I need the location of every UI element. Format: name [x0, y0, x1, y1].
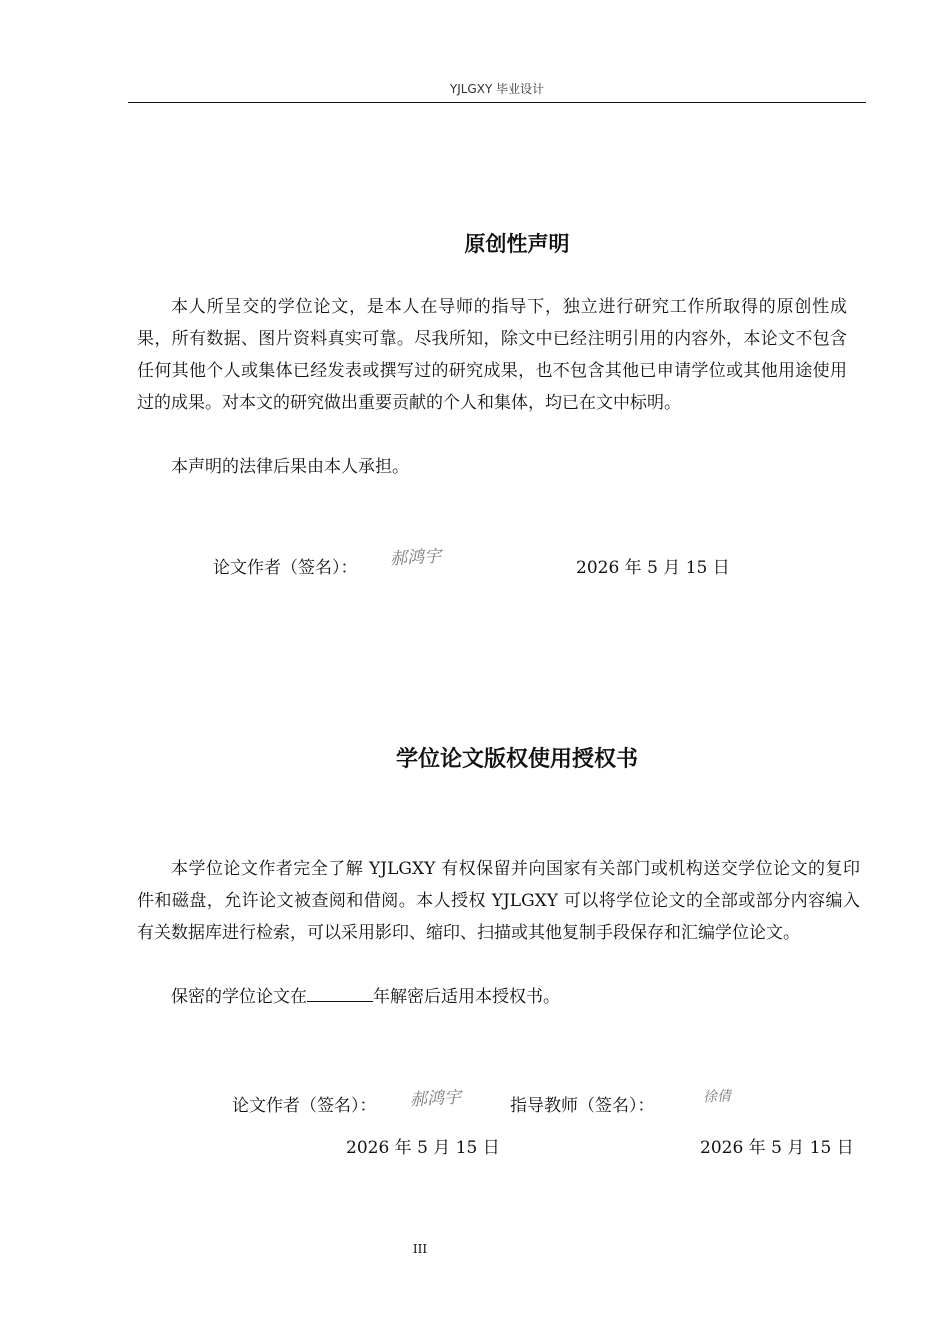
originality-author-label: 论文作者（签名）：: [213, 558, 358, 578]
copyright-title: 学位论文版权使用授权书: [395, 747, 638, 772]
originality-paragraph-1: 本人所呈交的学位论文，是本人在导师的指导下，独立进行研究工作所取得的原创性成果，所有数据、图片资料真实可靠。尽我所知，除文中已经注明引用的内容外，本论文不包含任何其他个人或集体已经发表或撰写过的研究成果，也不包含其他已申请学位或其他用途使用过的成果。对本文的研究做出重要贡献的个人和集体，均已在文中标明。: [137, 297, 847, 413]
copyright-author-label: 论文作者（签名）：: [232, 1096, 377, 1116]
originality-date: 2026 年 5 月 15 日: [576, 558, 730, 578]
confidential-year-blank: [307, 983, 373, 1002]
copyright-advisor-date: 2026 年 5 月 15 日: [700, 1138, 854, 1158]
confidential-text-after: 年解密后适用本授权书。: [373, 987, 560, 1007]
originality-paragraph-2: 本声明的法律后果由本人承担。: [171, 457, 409, 477]
page-number: III: [412, 1242, 428, 1256]
copyright-paragraph-2: [137, 981, 860, 1013]
copyright-paragraph-1: 本学位论文作者完全了解 YJLGXY 有权保留并向国家有关部门或机构送交学位论文的复印件和磁盘，允许论文被查阅和借阅。本人授权 YJLGXY 可以将学位论文的全部或部分内容编入有关数据库进行检索，可以采用影印、缩印、扫描或其他复制手段保存和汇编学位论文。: [137, 859, 860, 943]
page-header: YJLGXY 毕业设计: [128, 80, 866, 103]
originality-title: 原创性声明: [464, 232, 570, 256]
confidential-text-before: 保密的学位论文在: [171, 987, 307, 1007]
copyright-advisor-label: 指导教师（签名）：: [510, 1096, 655, 1116]
originality-author-signature: 郝鸿宇: [389, 546, 442, 570]
copyright-author-signature: 郝鸿宇: [409, 1087, 462, 1111]
copyright-advisor-signature: 徐倩: [702, 1088, 732, 1106]
copyright-author-date: 2026 年 5 月 15 日: [346, 1138, 500, 1158]
